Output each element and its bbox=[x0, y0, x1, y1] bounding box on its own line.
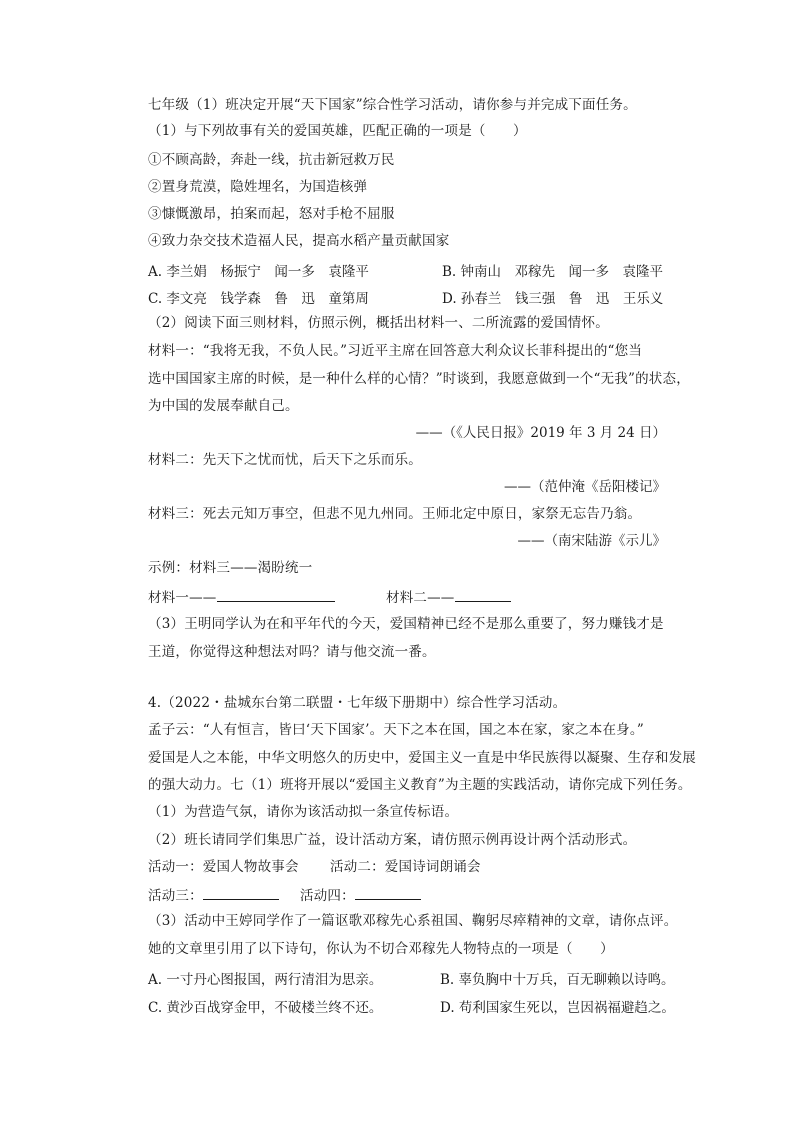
q3-sub3-line-2: 王道，你觉得这种想法对吗？请与他交流一番。 bbox=[148, 644, 436, 660]
q4-paragraph-1: 孟子云：“人有恒言，皆曰‘天下国家’。天下之本在国，国之本在家，家之本在身。” bbox=[148, 722, 644, 738]
q3-sub2: （2）阅读下面三则材料，仿照示例，概括出材料一、二所流露的爱国情怀。 bbox=[148, 315, 609, 331]
q4-sub2: （2）班长请同学们集思广益，设计活动方案，请仿照示例再设计两个活动形式。 bbox=[148, 832, 637, 848]
material-1-source: ——（《人民日报》2019 年 3 月 24 日） bbox=[415, 425, 666, 441]
q4-option-c: C. 黄沙百战穿金甲，不破楼兰终不还。 bbox=[148, 1000, 383, 1016]
q3-item-3: ③慷慨激昂，拍案而起，怒对手枪不屈服 bbox=[148, 206, 395, 222]
material-2-answer-row bbox=[386, 587, 511, 607]
q3-sub1: （1）与下列故事有关的爱国英雄，匹配正确的一项是（ ） bbox=[148, 123, 527, 139]
q3-option-b: B. 钟南山 邓稼先 闻一多 袁隆平 bbox=[442, 264, 664, 280]
q4-option-b: B. 辜负胸中十万兵，百无聊赖以诗鸣。 bbox=[440, 972, 675, 988]
activity-3-row bbox=[148, 885, 279, 905]
material-1-line-2: 选中国国家主席的时候，是一种什么样的心情？”时谈到，我愿意做到一个“无我”的状态， bbox=[148, 371, 690, 387]
q4-sub3-line-1: （3）活动中王婷同学作了一篇讴歌邓稼先心系祖国、鞠躬尽瘁精神的文章，请你点评。 bbox=[148, 913, 678, 929]
example-line: 示例：材料三——渴盼统一 bbox=[148, 560, 313, 576]
material-1-answer-label: 材料一—— bbox=[148, 590, 217, 606]
activity-3-blank[interactable] bbox=[203, 885, 279, 900]
q3-option-c: C. 李文亮 钱学森 鲁 迅 童第周 bbox=[148, 291, 369, 307]
q4-header: 4.（2022・盐城东台第二联盟・七年级下册期中）综合性学习活动。 bbox=[148, 695, 567, 711]
material-2-source: ——（范仲淹《岳阳楼记》 bbox=[504, 479, 666, 495]
material-1-line-3: 为中国的发展奉献自己。 bbox=[148, 398, 299, 414]
material-2-answer-blank[interactable] bbox=[455, 587, 511, 602]
q4-paragraph-2: 爱国是人之本能，中华文明悠久的历史中，爱国主义一直是中华民族得以凝聚、生存和发展 bbox=[148, 750, 696, 766]
q4-option-a: A. 一寸丹心图报国，两行清泪为思亲。 bbox=[148, 972, 383, 988]
q3-item-4: ④致力杂交技术造福人民，提高水稻产量贡献国家 bbox=[148, 233, 450, 249]
activity-4-blank[interactable] bbox=[355, 885, 421, 900]
activity-4-label: 活动四： bbox=[300, 888, 355, 904]
q4-sub3-line-2: 她的文章里引用了以下诗句，你认为不切合邓稼先人物特点的一项是（ ） bbox=[148, 941, 614, 957]
q4-option-d: D. 苟利国家生死以，岂因祸福避趋之。 bbox=[440, 1000, 675, 1016]
material-3: 材料三：死去元知万事空，但悲不见九州同。王师北定中原日，家祭无忘告乃翁。 bbox=[148, 506, 642, 522]
q4-sub1: （1）为营造气氛，请你为该活动拟一条宣传标语。 bbox=[148, 804, 459, 820]
activity-3-label: 活动三： bbox=[148, 888, 203, 904]
activity-1: 活动一：爱国人物故事会 bbox=[148, 859, 299, 875]
q3-option-a: A. 李兰娟 杨振宁 闻一多 袁隆平 bbox=[148, 264, 369, 280]
q3-option-d: D. 孙春兰 钱三强 鲁 迅 王乐义 bbox=[442, 291, 664, 307]
q3-intro: 七年级（1）班决定开展“天下国家”综合性学习活动，请你参与并完成下面任务。 bbox=[148, 97, 637, 113]
material-3-source: ——（南宋陆游《示儿》 bbox=[517, 533, 666, 549]
q3-sub3-line-1: （3）王明同学认为在和平年代的今天，爱国精神已经不是那么重要了，努力赚钱才是 bbox=[148, 616, 664, 632]
material-1-answer-row bbox=[148, 587, 335, 607]
q3-item-2: ②置身荒漠，隐姓埋名，为国造核弹 bbox=[148, 179, 368, 195]
material-2: 材料二：先天下之忧而忧，后天下之乐而乐。 bbox=[148, 452, 422, 468]
material-1-answer-blank[interactable] bbox=[217, 587, 335, 602]
q3-item-1: ①不顾高龄，奔赴一线，抗击新冠救万民 bbox=[148, 152, 395, 168]
activity-2: 活动二：爱国诗词朗诵会 bbox=[330, 859, 481, 875]
activity-4-row bbox=[300, 885, 421, 905]
material-1-line-1: 材料一：“我将无我，不负人民。”习近平主席在回答意大利众议长菲科提出的“您当 bbox=[148, 343, 643, 359]
q4-paragraph-3: 的强大动力。七（1）班将开展以“爱国主义教育”为主题的实践活动，请你完成下列任务。 bbox=[148, 777, 692, 793]
material-2-answer-label: 材料二—— bbox=[386, 590, 455, 606]
